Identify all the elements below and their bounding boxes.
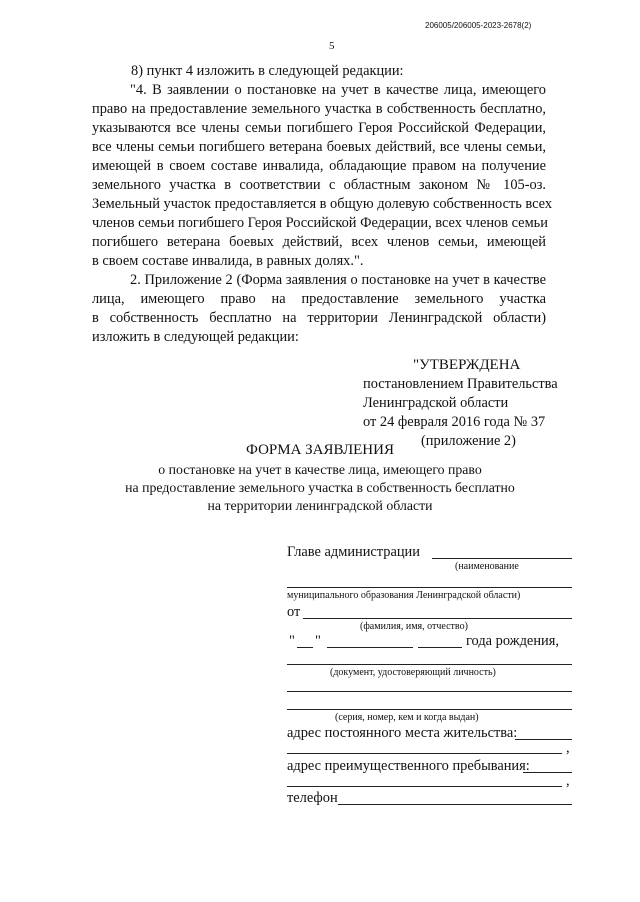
birth-month-field[interactable] <box>327 647 413 648</box>
form-subtitle: на территории ленинградской области <box>207 498 433 513</box>
form-subtitle: на предоставление земельного участка в собственность бесплатно <box>125 480 515 495</box>
body-line: погибшего ветерана боевых действий, всех членов семьи, имеющей <box>92 234 546 250</box>
body-line: право на предоставление земельного участка в собственность бесплатно, <box>92 101 546 117</box>
birth-year-field[interactable] <box>418 647 462 648</box>
body-line: Земельный участок предоставляется в общую долевую собственность всех <box>92 196 553 212</box>
body-line: членов семьи погибшего Героя Российской Федерации, всех членов семьи <box>92 215 548 231</box>
permanent-address-field-2[interactable] <box>287 753 562 754</box>
form-title: ФОРМА ЗАЯВЛЕНИЯ <box>246 442 394 458</box>
document-id: 206005/206005-2023-2678(2) <box>425 21 532 30</box>
full-name-caption: (фамилия, имя, отчество) <box>360 621 468 632</box>
body-line: 8) пункт 4 изложить в следующей редакции: <box>131 63 404 79</box>
head-of-administration-label: Главе администрации <box>287 544 420 560</box>
body-line: в своем составе инвалида, в равных долях.". <box>92 253 364 269</box>
comma: , <box>566 740 570 756</box>
phone-field[interactable] <box>338 804 572 805</box>
body-line: лица, имеющего право на предоставление земельного участка <box>92 291 546 307</box>
phone-label: телефон <box>287 790 338 806</box>
approval-line: Ленинградской области <box>363 395 509 411</box>
body-line: земельного участка в соответствии с областным законом № 105-оз. <box>92 177 546 193</box>
temporary-address-label: адрес преимущественного пребывания: <box>287 758 530 774</box>
body-line: "4. В заявлении о постановке на учет в качестве лица, имеющего <box>130 82 546 98</box>
head-caption: (наименование <box>455 561 519 572</box>
birth-day-field[interactable] <box>297 647 313 648</box>
identity-document-field[interactable] <box>287 664 572 665</box>
approval-heading: "УТВЕРЖДЕНА <box>413 357 521 373</box>
body-line: все члены семьи погибшего ветерана боевых действий, все члены семьи, <box>92 139 546 155</box>
identity-document-caption: (документ, удостоверяющий личность) <box>330 667 496 678</box>
body-line: 2. Приложение 2 (Форма заявления о постановке на учет в качестве <box>130 272 546 288</box>
from-label: от <box>287 604 301 620</box>
body-line: изложить в следующей редакции: <box>92 329 299 345</box>
comma: , <box>566 773 570 789</box>
head-of-administration-field[interactable] <box>432 558 572 559</box>
page-number: 5 <box>329 40 335 52</box>
birth-year-label: года рождения, <box>466 633 559 649</box>
body-line: указываются все члены семьи погибшего Героя Российской Федерации, <box>92 120 546 136</box>
document-details-field[interactable] <box>287 691 572 692</box>
body-line: в собственность бесплатно на территории Ленинградской области) <box>92 310 546 326</box>
document-details-caption: (серия, номер, кем и когда выдан) <box>335 712 479 723</box>
temporary-address-field[interactable] <box>523 772 572 773</box>
permanent-address-label: адрес постоянного места жительства: <box>287 725 518 741</box>
approval-line: постановлением Правительства <box>363 376 558 392</box>
quote-open: " <box>289 633 295 649</box>
municipality-caption: муниципального образования Ленинградской области) <box>287 590 521 601</box>
form-subtitle: о постановке на учет в качестве лица, имеющего право <box>158 462 482 477</box>
quote-close: " <box>315 633 321 649</box>
full-name-field[interactable] <box>303 618 572 619</box>
municipality-field[interactable] <box>287 587 572 588</box>
document-details-field-2[interactable] <box>287 709 572 710</box>
approval-line: (приложение 2) <box>421 433 516 449</box>
temporary-address-field-2[interactable] <box>287 786 562 787</box>
permanent-address-field[interactable] <box>515 739 572 740</box>
body-line: имеющей в своем составе инвалида, обладающие правом на получение <box>92 158 546 174</box>
approval-line: от 24 февраля 2016 года № 37 <box>363 414 546 430</box>
